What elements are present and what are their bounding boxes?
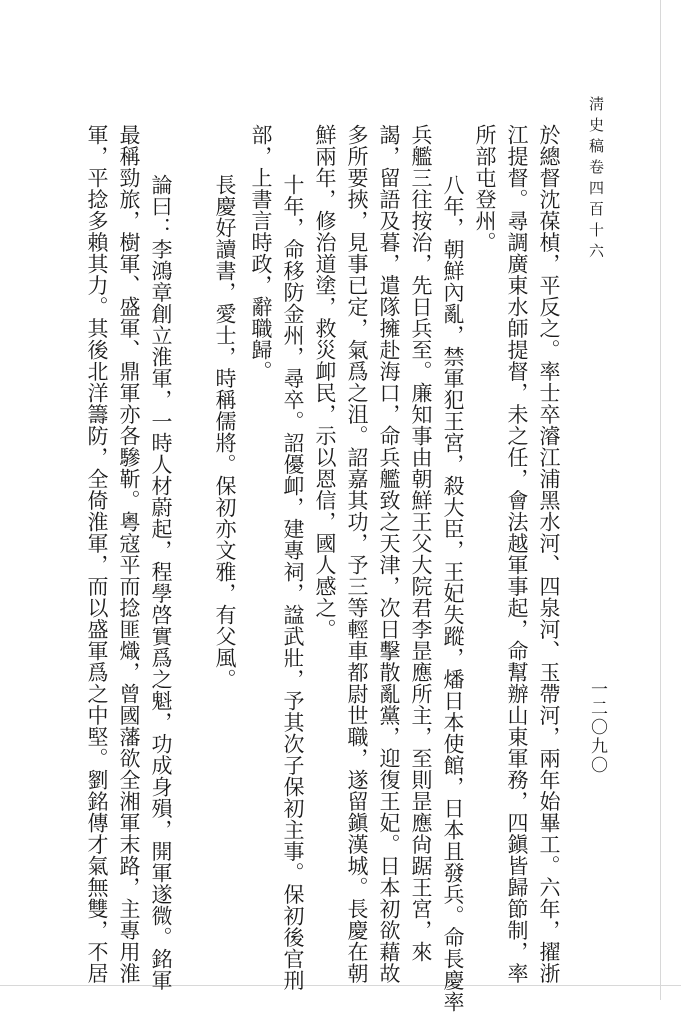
text-column: 軍，平捻多賴其力。其後北洋籌防，全倚淮軍，而以盛軍爲之中堅。劉銘傳才氣無雙，不居 (85, 124, 109, 984)
page-number: 一二〇九〇 (587, 680, 607, 775)
text-column: 論曰：李鴻章創立淮軍，一時人材蔚起，程學啓實爲之魁，功成身殞，開軍遂微。銘軍 (149, 174, 173, 991)
text-column: 部，上書言時政，辭職歸。 (249, 124, 273, 382)
text-column: 最稱勁旅，樹軍、盛軍、鼎軍亦各驂靳。粵寇平而捻匪熾，曾國藩欲全湘軍末路，主專用淮 (117, 124, 141, 984)
text-column: 江提督。尋調廣東水師提督，未之任，會法越軍事起，命幫辦山東軍務，四鎭皆歸節制，率 (505, 124, 529, 984)
text-column: 謁，留語及暮，遣隊擁赴海口，命兵艦致之天津，次日擊散亂黨，迎復王妃。日本初欲藉故 (377, 124, 401, 984)
text-column: 十年，命移防金州，尋卒。詔優卹，建專祠，諡武壯，予其次子保初主事。保初後官刑 (281, 174, 305, 991)
scan-edge-line (660, 0, 661, 1000)
text-column: 長慶好讀書，愛士，時稱儒將。保初亦文雅，有父風。 (213, 174, 237, 690)
text-column: 鮮兩年，修治道塗，救災卹民，示以恩信，國人感之。 (313, 124, 337, 640)
text-column: 於總督沈葆楨，平反之。率士卒濬江浦黑水河、四泉河、玉帶河，兩年始畢工。六年，擢浙 (537, 124, 561, 984)
text-column: 多所要挾，見事已定，氣爲之沮。詔嘉其功，予三等輕車都尉世職，遂留鎭漢城。長慶在朝 (345, 124, 369, 984)
scan-edge-line (0, 985, 681, 986)
text-column: 所部屯登州。 (473, 124, 497, 253)
text-column: 八年，朝鮮內亂，禁軍犯王宮，殺大臣，王妃失蹤，燔日本使館，日本且發兵。命長慶率 (441, 174, 465, 1013)
running-header: 淸史稿卷四百十六 (587, 96, 605, 264)
text-column: 兵艦三往按治，先日兵至。廉知事由朝鮮王父大院君李昰應所主，至則昰應尙踞王宮，來 (409, 124, 433, 963)
